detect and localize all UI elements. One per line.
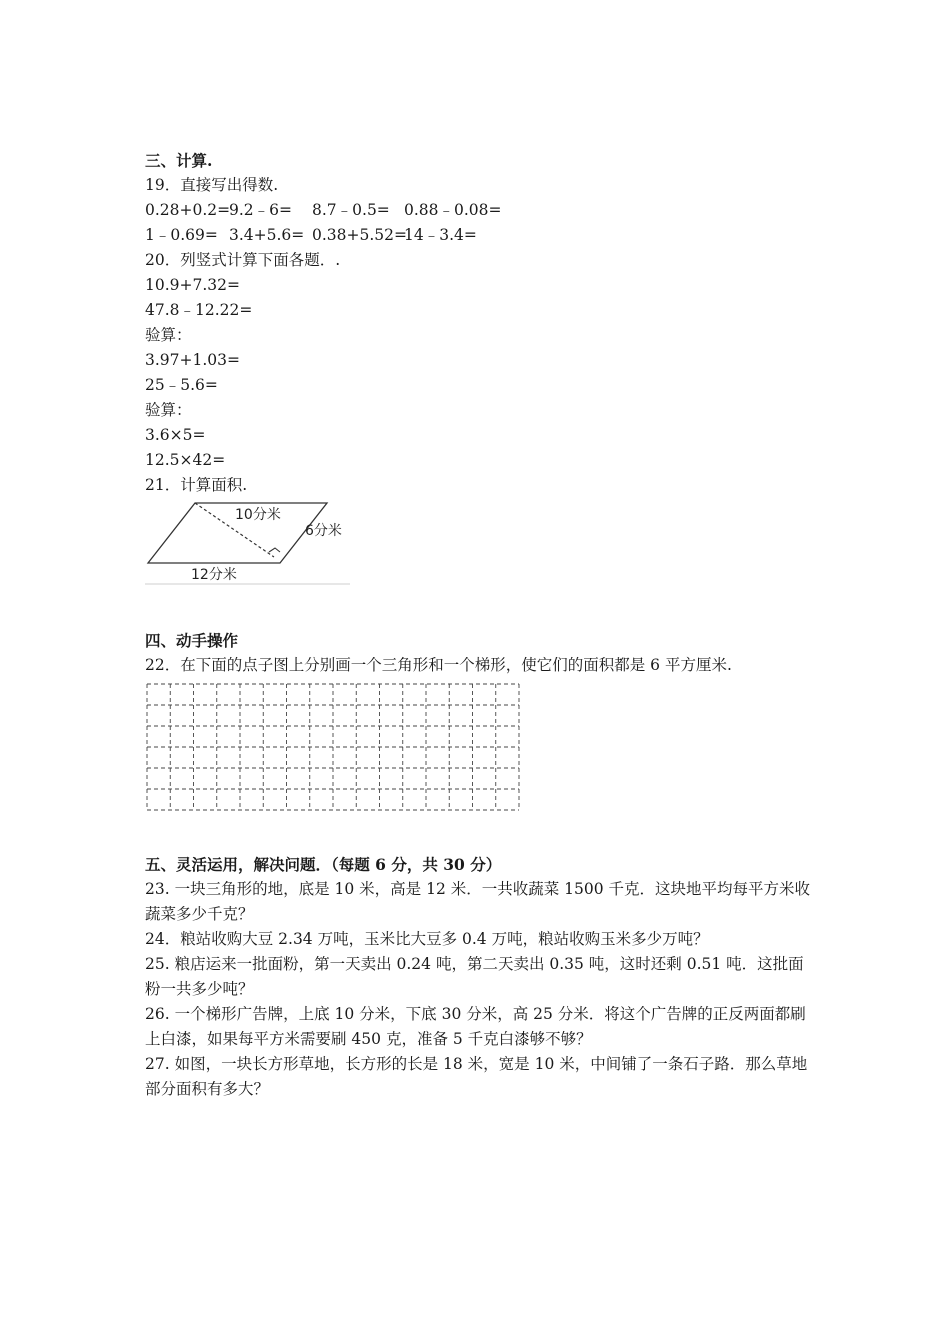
worksheet-page: [145, 148, 815, 1102]
q21-text: 21．计算面积.: [145, 476, 248, 494]
q19-item: 0.28+0.2=: [145, 201, 231, 219]
q19-text: 19．直接写出得数.: [145, 176, 279, 194]
q20-line: 12.5×42=: [145, 451, 226, 469]
section4-title: 四、动手操作: [145, 631, 239, 650]
height-label: 10分米: [235, 507, 281, 523]
q20-line: 验算：: [145, 326, 192, 344]
q19-row1: [145, 198, 815, 223]
q25-text: 25. 粮店运来一批面粉，第一天卖出 0.24 吨，第二天卖出 0.35 吨，这时还剩 0.51 吨．这批面粉一共多少吨？: [145, 955, 804, 998]
q26-text: 26. 一个梯形广告牌，上底 10 分米，下底 30 分米，高 25 分米．将这个广告牌的正反两面都刷上白漆，如果每平方米需要刷 450 克，准备 5 千克白漆够不够？: [145, 1005, 806, 1048]
q20-text: 20．列竖式计算下面各题．.: [145, 251, 341, 269]
base-label: 12分米: [191, 567, 237, 583]
q19-item: 0.38+5.52=: [312, 226, 407, 244]
dot-grid[interactable]: [145, 682, 520, 812]
q20-line: 47.8﹣12.22=: [145, 301, 253, 319]
q19-item: 3.4+5.6=: [229, 226, 305, 244]
q24-text: 24．粮站收购大豆 2.34 万吨，玉米比大豆多 0.4 万吨，粮站收购玉米多少万吨？: [145, 930, 709, 948]
q20-line: 验算：: [145, 401, 192, 419]
q20-line: 25﹣5.6=: [145, 376, 218, 394]
side-label: 6分米: [305, 523, 342, 539]
q19-row2: [145, 223, 815, 248]
q19-item: 9.2﹣6=: [229, 201, 292, 219]
section3-title: 三、计算.: [145, 151, 213, 170]
q20-line: 3.6×5=: [145, 426, 206, 444]
q19-item: 8.7﹣0.5=: [312, 201, 390, 219]
dot-grid-canvas[interactable]: [145, 682, 520, 812]
q23-text: 23. 一块三角形的地，底是 10 米，高是 12 米．一共收蔬菜 1500 千克．这块地平均每平方米收蔬菜多少千克？: [145, 880, 811, 923]
q19-item: 14﹣3.4=: [404, 226, 477, 244]
parallelogram-figure: [145, 500, 350, 588]
q20-line: 10.9+7.32=: [145, 276, 240, 294]
q20-line: 3.97+1.03=: [145, 351, 240, 369]
q22-text: 22．在下面的点子图上分别画一个三角形和一个梯形，使它们的面积都是 6 平方厘米.: [145, 656, 732, 674]
section5-title: 五、灵活运用，解决问题．（每题 6 分，共 30 分）: [145, 855, 502, 874]
right-angle-mark: [269, 548, 280, 552]
q27-text: 27. 如图，一块长方形草地，长方形的长是 18 米，宽是 10 米，中间铺了一条石子路．那么草地部分面积有多大？: [145, 1055, 808, 1098]
q19-item: 0.88﹣0.08=: [404, 201, 502, 219]
q19-item: 1﹣0.69=: [145, 226, 218, 244]
